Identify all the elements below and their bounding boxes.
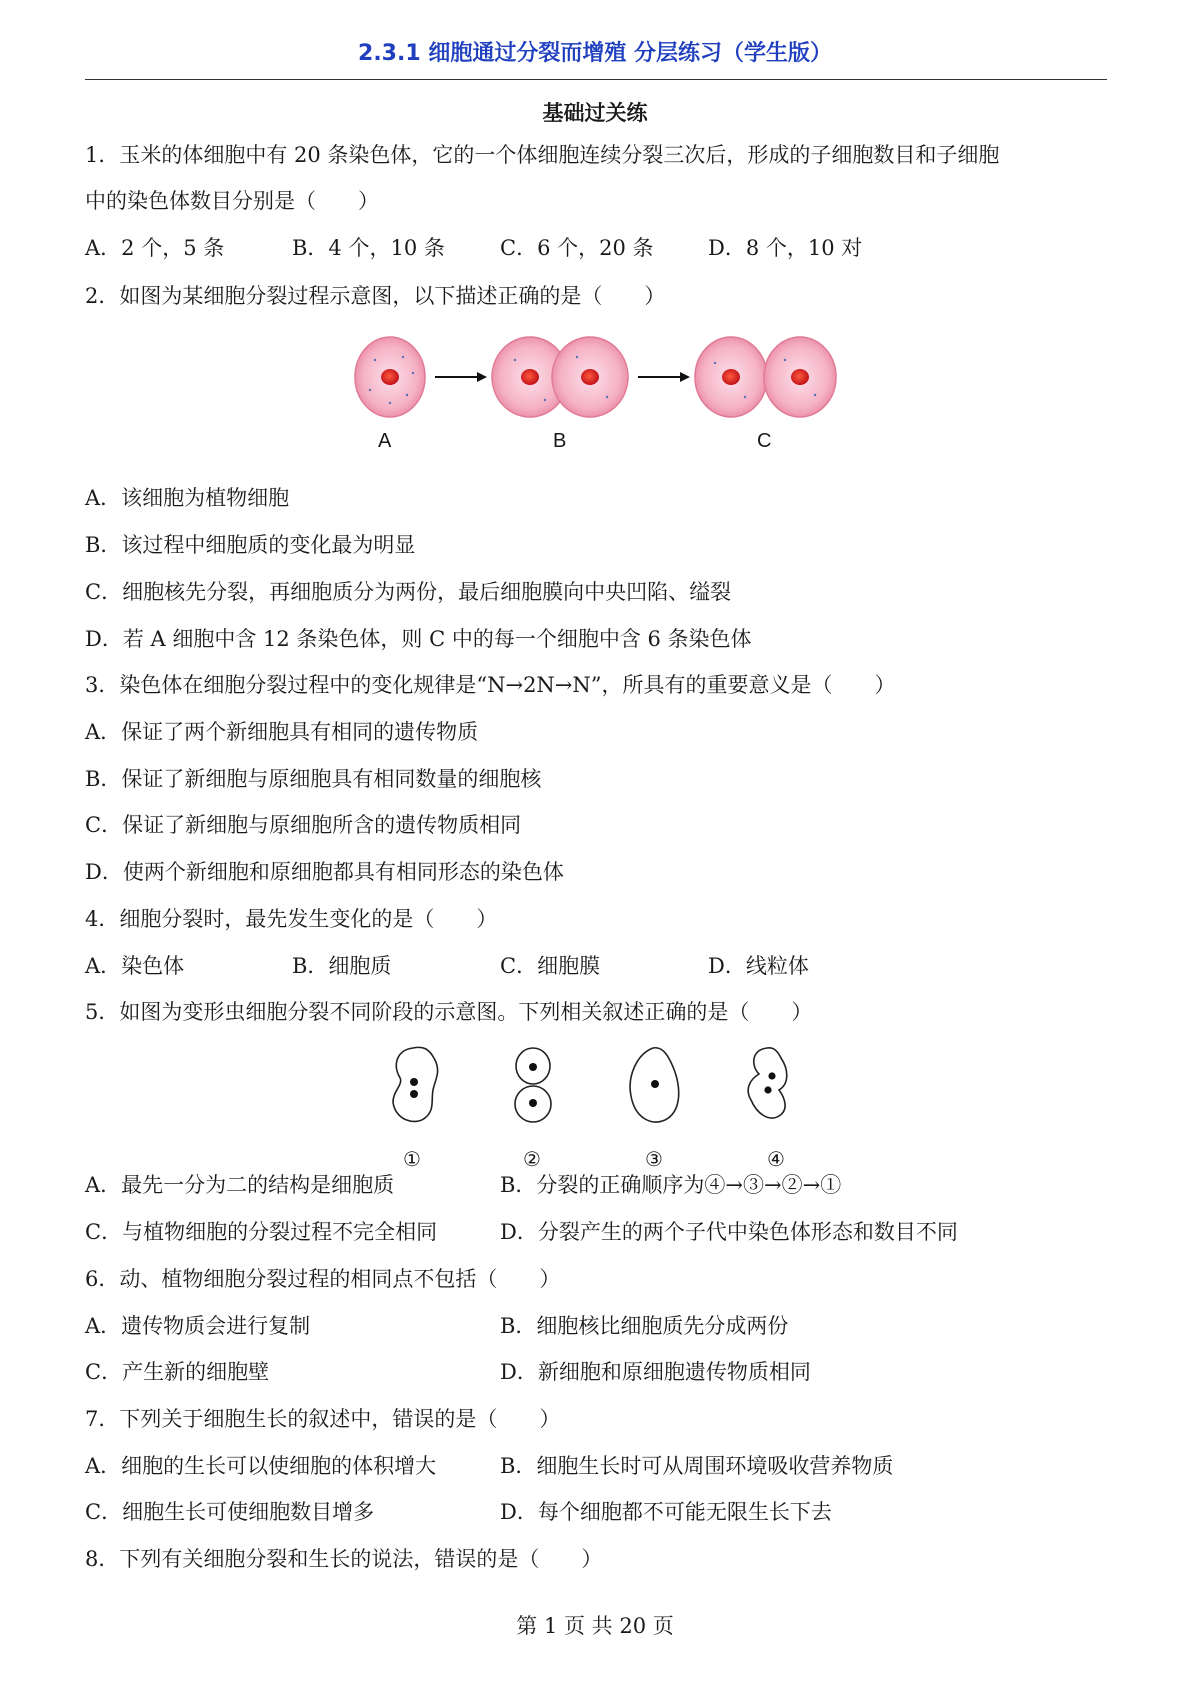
fig-label-4: ④ — [767, 1149, 785, 1171]
cell-a-icon — [355, 337, 425, 417]
q5-stem: 5．如图为变形虫细胞分裂不同阶段的示意图。下列相关叙述正确的是（ ） — [85, 1000, 813, 1024]
q7-option-c: C．细胞生长可使细胞数目增多 — [85, 1500, 375, 1524]
q4-stem: 4．细胞分裂时，最先发生变化的是（ ） — [85, 907, 498, 931]
cell-division-figure — [345, 335, 845, 425]
header-divider — [85, 79, 1107, 80]
q2-stem: 2．如图为某细胞分裂过程示意图，以下描述正确的是（ ） — [85, 284, 666, 308]
q1-option-d: D．8 个，10 对 — [708, 236, 863, 260]
q7-option-a: A．细胞的生长可以使细胞的体积增大 — [85, 1454, 437, 1478]
q3-option-a: A．保证了两个新细胞具有相同的遗传物质 — [85, 720, 479, 744]
q2-option-d: D．若 A 细胞中含 12 条染色体，则 C 中的每一个细胞中含 6 条染色体 — [85, 627, 752, 651]
q3-option-c: C．保证了新细胞与原细胞所含的遗传物质相同 — [85, 813, 522, 837]
q6-option-d: D．新细胞和原细胞遗传物质相同 — [500, 1360, 811, 1384]
arrow-right-icon — [435, 372, 487, 382]
q1-option-c: C．6 个，20 条 — [500, 236, 654, 260]
q6-option-b: B．细胞核比细胞质先分成两份 — [500, 1314, 789, 1338]
fig-label-a: A — [378, 430, 392, 452]
q3-stem: 3．染色体在细胞分裂过程中的变化规律是“N→2N→N”，所具有的重要意义是（ ） — [85, 673, 896, 697]
page-number-footer: 第 1 页 共 20 页 — [516, 1614, 674, 1638]
q5-option-b: B．分裂的正确顺序为④→③→②→① — [500, 1173, 842, 1197]
q7-option-b: B．细胞生长时可从周围环境吸收营养物质 — [500, 1454, 894, 1478]
q1-option-b: B．4 个，10 条 — [292, 236, 445, 260]
q7-option-d: D．每个细胞都不可能无限生长下去 — [500, 1500, 832, 1524]
section-title: 基础过关练 — [542, 101, 648, 125]
fig-label-b: B — [553, 430, 567, 452]
amoeba-stage-4-icon — [748, 1048, 787, 1118]
q2-option-a: A．该细胞为植物细胞 — [85, 486, 290, 510]
fig-label-2: ② — [523, 1149, 541, 1171]
q4-option-c: C．细胞膜 — [500, 954, 601, 978]
amoeba-stage-1-icon — [393, 1047, 438, 1121]
q4-option-d: D．线粒体 — [708, 954, 809, 978]
amoeba-division-figure — [385, 1040, 815, 1140]
q5-option-d: D．分裂产生的两个子代中染色体形态和数目不同 — [500, 1220, 958, 1244]
fig-label-1: ① — [403, 1149, 421, 1171]
q6-option-c: C．产生新的细胞壁 — [85, 1360, 270, 1384]
fig-label-3: ③ — [645, 1149, 663, 1171]
q1-stem-line2: 中的染色体数目分别是（ ） — [85, 189, 379, 213]
q5-option-c: C．与植物细胞的分裂过程不完全相同 — [85, 1220, 438, 1244]
q3-option-b: B．保证了新细胞与原细胞具有相同数量的细胞核 — [85, 767, 542, 791]
q6-option-a: A．遗传物质会进行复制 — [85, 1314, 311, 1338]
q2-option-c: C．细胞核先分裂，再细胞质分为两份，最后细胞膜向中央凹陷、缢裂 — [85, 580, 732, 604]
q3-option-d: D．使两个新细胞和原细胞都具有相同形态的染色体 — [85, 860, 564, 884]
cell-c-icon — [695, 337, 836, 417]
q2-option-b: B．该过程中细胞质的变化最为明显 — [85, 533, 416, 557]
q7-stem: 7．下列关于细胞生长的叙述中，错误的是（ ） — [85, 1407, 561, 1431]
fig-label-c: C — [757, 430, 772, 452]
arrow-right-icon — [638, 372, 690, 382]
amoeba-stage-2-icon — [515, 1048, 551, 1122]
cell-b-icon — [492, 337, 628, 417]
document-title: 2.3.1 细胞通过分裂而增殖 分层练习（学生版） — [358, 41, 832, 66]
q8-stem: 8．下列有关细胞分裂和生长的说法，错误的是（ ） — [85, 1547, 603, 1571]
amoeba-stage-3-icon — [630, 1048, 679, 1122]
q5-option-a: A．最先一分为二的结构是细胞质 — [85, 1173, 395, 1197]
q6-stem: 6．动、植物细胞分裂过程的相同点不包括（ ） — [85, 1267, 561, 1291]
q4-option-b: B．细胞质 — [292, 954, 392, 978]
q4-option-a: A．染色体 — [85, 954, 185, 978]
q1-stem-line1: 1．玉米的体细胞中有 20 条染色体，它的一个体细胞连续分裂三次后，形成的子细胞数目和子细胞 — [85, 143, 1000, 167]
q1-option-a: A．2 个，5 条 — [85, 236, 225, 260]
